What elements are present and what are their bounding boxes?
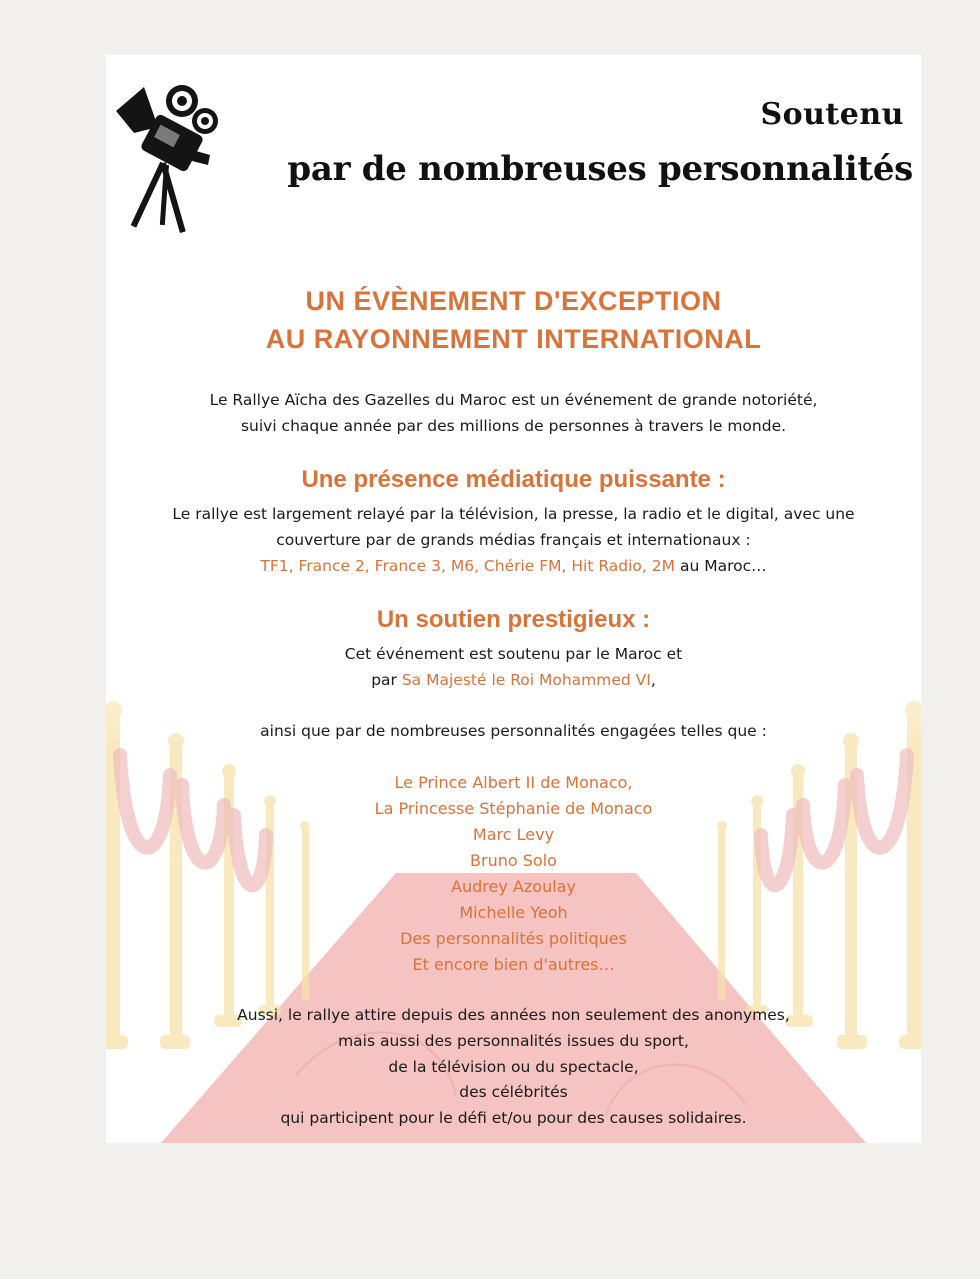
media-heading: Une présence médiatique puissante : [301, 466, 726, 493]
personalities-list [106, 770, 921, 978]
list-item: Marc Levy [472, 825, 555, 844]
support-line2-suffix: , [650, 670, 656, 689]
headline [106, 282, 921, 358]
intro-line1: Le Rallye Aïcha des Gazelles du Maroc est un événement de grande notoriété, [209, 391, 818, 409]
support-heading: Un soutien prestigieux : [376, 606, 651, 633]
headline-line2: AU RAYONNEMENT INTERNATIONAL [265, 324, 762, 354]
list-item: La Princesse Stéphanie de Monaco [374, 799, 653, 818]
closing-line: Aussi, le rallye attire depuis des années non seulement des anonymes, [237, 1006, 790, 1024]
support-king: Sa Majesté le Roi Mohammed VI [401, 670, 651, 689]
closing-line: mais aussi des personnalités issues du sport, [338, 1031, 689, 1050]
support-line1: Cet événement est soutenu par le Maroc et [344, 645, 683, 663]
media-line3 [106, 554, 921, 580]
support-line2 [106, 668, 921, 694]
list-item: Le Prince Albert II de Monaco, [394, 773, 633, 792]
media-channels: TF1, France 2, France 3, M6, Chérie FM, Hit Radio, 2M [260, 556, 676, 575]
page-title-line1: Soutenu [760, 97, 904, 132]
intro-paragraph [106, 388, 921, 440]
list-item: Michelle Yeoh [459, 903, 568, 922]
media-suffix: au Maroc… [675, 556, 767, 575]
support-line3: ainsi que par de nombreuses personnalités engagées telles que : [260, 722, 767, 740]
support-line2-prefix: par [371, 670, 402, 689]
support-paragraph [106, 642, 921, 694]
page-title-line2: par de nombreuses personnalités [287, 149, 913, 189]
closing-line: de la télévision ou du spectacle, [388, 1057, 639, 1076]
closing-paragraph [106, 1003, 921, 1132]
red-carpet-illustration [106, 55, 921, 1143]
closing-line: qui participent pour le défi et/ou pour des causes solidaires. [280, 1109, 747, 1128]
list-item: Bruno Solo [470, 851, 557, 870]
closing-line: des célébrités [459, 1083, 568, 1102]
media-paragraph [106, 502, 921, 579]
list-item: Audrey Azoulay [451, 877, 576, 896]
media-line2: couverture par de grands médias français et internationaux : [276, 530, 751, 549]
headline-line1: UN ÉVÈNEMENT D'EXCEPTION [305, 286, 722, 316]
movie-camera-icon [110, 81, 220, 251]
media-line1: Le rallye est largement relayé par la télévision, la presse, la radio et le digital, avec une [172, 505, 855, 523]
list-item: Et encore bien d'autres… [412, 955, 615, 974]
list-item: Des personnalités politiques [400, 929, 627, 948]
poster-page [106, 55, 921, 1143]
intro-line2: suivi chaque année par des millions de personnes à travers le monde. [240, 416, 787, 435]
